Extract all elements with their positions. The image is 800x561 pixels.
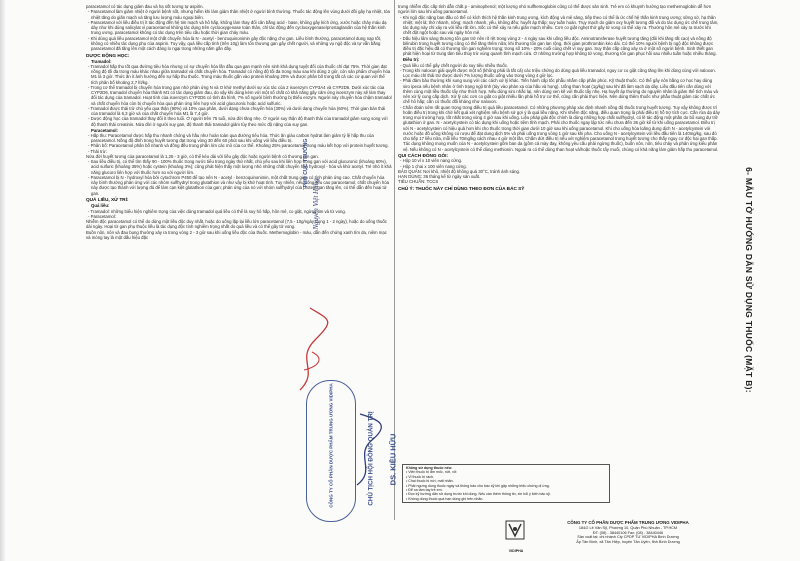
bullet-paragraph: - Hộp 1 chai x 100 viên nang cứng. [400, 163, 467, 169]
bullet-paragraph: - Tramadol: những biểu hiện nghiêm trọng của việc dùng tramadol quá liều có thể là suy hô hấp, hôn mê, co giật, ngừng tim và tử vong. [88, 208, 347, 214]
logo-caption: VIDIPHA [508, 549, 524, 553]
deputy-director-stamp [296, 120, 318, 270]
paragraph: BẢO QUẢN: Nơi khô, nhiệt độ không quá 30°C, tránh ánh sáng. [398, 168, 521, 174]
right-text-column [398, 4, 720, 191]
bullet-paragraph: - Khi ngộ độc nặng ban đầu có thể có kích thích hệ thần kinh trung ương, kích động và mê sảng, tiếp theo có thể là ức chế hệ thần kinh trung ương; sững sờ, hạ thân nhiệt; mệt lả; thở nhanh, nông; mạch nhanh, yếu, không đều; huyết áp thấp; suy tuần hoàn. Trụy mạch do giảm oxy huyết tương đối và do tác dụng ức chế trung tâm, tác dụng này chỉ xảy ra với liều rất lớn. Sốc có thể xảy ra nếu giãn mạch nhiều. Cơn co giật nghẹt thở gây tử vong có thể xảy ra. Thường hôn mê xảy ra trước khi chết đột ngột hoặc sau vài ngày hôn mê. [400, 14, 719, 36]
warning-box [402, 464, 610, 503]
bullet-paragraph: - Sau liều điều trị, có thể tìm thấy 90 - 100% thuốc trong nước tiểu trong ngày thứ nhất, chủ yếu sau khi liên hợp trong gan với acid glucuronic (khoảng 60%), acid sulfuric (khoảng 35%) hoặc cystein (khoảng 3%); cũng phát hiện thấy một lượng nhỏ những chất chuyển hóa hydroxyl - hóa và khử acetyl. Trẻ nhỏ ít khả năng glucuro liên hợp với thuốc hơn so với người lớn. [88, 159, 392, 175]
bullet-paragraph: - Tramadol hấp thu tốt qua đường tiêu hóa nhưng có sự chuyển hóa lần đầu qua gan mạnh nên sinh khả dụng tuyệt đối của thuốc chỉ đạt 75%. Thời gian đạt nồng độ tối đa trong máu khác nhau giữa tramadol và chất chuyển hóa. Tramadol có nồng độ tối đa trong máu sau khi dùng 2 giờ, còn sản phẩm chuyển hóa M1 là 3 giờ. Thức ăn ít ảnh hưởng đến sự hấp thu thuốc. Trong máu thuốc gắn vào protein khoảng 20% và được phân bố trong tất cả các cơ quan với thể tích phân bố khoảng 2,7 lít/kg. [88, 63, 391, 85]
warning-item: • Vỉ thuốc bị rách. [406, 474, 435, 479]
paragraph: HẠN DÙNG: 36 tháng kể từ ngày sản xuất. [398, 174, 481, 180]
paragraph: Nửa đời huyết tương của paracetamol là 1,25 - 3 giờ, có thể kéo dài với liều gây độc hoặc người bệnh có thương tổn gan. [86, 153, 319, 159]
company-name: CÔNG TY CỔ PHẦN DƯỢC PHẨM TRUNG ƯƠNG VIDIPHA [567, 520, 689, 525]
bullet-paragraph: - Trong cơ thể tramadol bị chuyển hóa trong gan nhờ phản ứng N và O khử methyl dưới sự xúc tác của 2 isoenzym CYP3A4 và CYP2D6. Dưới xúc tác của CYP2D6, tramadol chuyển hóa thành M1 có tác dụng giảm đau, do vậy khi dùng kèm với một số chất có khả năng gây cảm ứng isoenzym này sẽ làm thay đổi tác dụng của tramadol. Hoạt tính của isoenzym CYP2D6 có tính đa hình, 7% số người bình thường bị thiếu enzym. Người này chuyển hóa chậm tramadol và chất chuyển hóa còn bị chuyển hóa qua phản ứng liên hợp với acid glucuronic hoặc acid sulfuric. [88, 84, 392, 106]
warning-item: • Chai thuốc bị nứt, mất nhãn. [406, 479, 454, 484]
section-heading: QUÁ LIỀU, XỬ TRÍ: [86, 197, 129, 203]
warning-item: • Không dùng thuốc quá hạn dùng ghi trên nhãn. [406, 496, 484, 501]
company-address: 184/2 Lê Văn Sỹ, Phường 10, Quận Phú Nhuận - TP.HCM [578, 525, 678, 530]
warning-item: • Đọc kỹ hướng dẫn sử dụng trước khi dùng. Nếu cần thêm thông tin, xin hỏi ý kiến bác sỹ. [406, 492, 551, 497]
company-info [528, 521, 728, 545]
bullet-paragraph: - Hấp thu: Paracetamol được hấp thu nhanh chóng và hầu như hoàn toàn qua đường tiêu hóa. Thức ăn giàu carbon hydrat làm giảm tỷ lệ hấp thu của paracetamol. Nồng độ đỉnh trong huyết tương đạt trong vòng 30 đến 60 phút sau khi uống với liều điều trị. [88, 132, 374, 144]
warning-item: • Để xa tầm tay trẻ em. [406, 488, 443, 493]
warning-item: • Phải ngưng dùng thuốc ngay và thông báo cho bác sỹ khi gặp những triệu chứng dị ứng. [406, 483, 550, 488]
subsection-heading: Điều trị: [403, 57, 420, 63]
company-factory-line-1: Sản xuất tại: chi nhánh Cty CPDP TƯ VIDIPHA Bình Dương [577, 535, 679, 540]
warning-item: • Viên thuốc bị ẩm mốc, nứt, vỡ. [406, 470, 458, 475]
warning-box-items [406, 470, 606, 501]
vidipha-logo-icon [505, 520, 525, 548]
company-director-name: DS. KIỀU HỮU [388, 433, 398, 486]
warning-box-title: Không sử dụng thuốc nếu: [406, 466, 453, 470]
bullet-paragraph: - Dược động học của tramadol thay đổi ít theo tuổi. Ở người trên 75 tuổi, nửa đời tăng nhẹ. Ở người suy thận độ thanh thải của tramadol giảm song song với độ thanh thải creatinin. Nửa đời ở người suy gan, độ thanh thải tramadol giảm tùy theo mức độ nặng của suy gan. [88, 116, 388, 127]
paragraph: TIÊU CHUẨN: TCCS [398, 179, 439, 185]
scan-edge-shadow [0, 0, 6, 561]
subsection-heading: Paracetamol: [91, 127, 118, 133]
blue-signature-mark [352, 410, 382, 490]
section-heading: DƯỢC ĐỘNG HỌC: [86, 52, 130, 58]
side-title-text: 6- MẪU TỜ HƯỚNG DẪN SỬ DỤNG THUỐC (MẶT B): [744, 167, 754, 393]
bullet-paragraph: - Phải đảm bảo thường khí sung sung với các cách xử lý khác. Tiến hành cấp tốc phẫu nhẫm cấp phần phúc. Kỹ thuật thuốc. Có thể gây nôn bằng cơ học hay dùng siro ipeca nếu bệnh nhân ở tình trạng ngộ tỉnh (tùy vào phản xạ của hầu và họng). Uống than hoạt (1g/kg) sau khi đã làm sạch dạ dày. Liều đầu tiên cần dùng với thêm cùng một liều thuốc tẩy như thích hợp. Nếu dùng siro nhắc lại, nên dùng xen kẽ với thuốc tẩy nhẹ. Hạ huyết áp thường do nguyên nhân là giảm thể tích máu và nên xử lý cung cấp dịch. Xử lý các cơn co giật co giật nhiều lần phải hỗ trợ cơ thể, cũng cần phải thực hiện. Nên dùng thêm thuốc như phẫu thuật giảm các chất ức chế hô hấp; cần có thuốc đối kháng như naloxon. [400, 78, 718, 105]
bullet-paragraph: - Trong khi naloxon giải quyết được một số (không phải là tất cả) các triệu chứng do dùng quá liều tramadol, nguy cơ co giật cũng tăng lên khi dùng cùng với naloxon. Lọc máu chỉ thải trừ được dưới 7% lượng thuốc uống vào trong vòng 4 giờ lọc. [400, 67, 716, 79]
subsection-heading: Quá liều: [91, 203, 110, 209]
company-director-title: CHỦ TỊCH HỘI ĐỒNG QUẢN TRỊ [367, 411, 375, 506]
bullet-paragraph: - Thải trừ: [88, 148, 107, 154]
company-stamp-ring-text: CÔNG TY CỔ PHẦN DƯỢC PHẨM TRUNG ƯƠNG VIDIPHA [328, 383, 334, 508]
bullet-paragraph: - Dấu hiệu lâm sàng thương tổn gan trở nên rõ rệt trong vòng 2 - 4 ngày sau khi uống liều độc. Aminotransferase huyết tương tăng (đôi khi tăng rất cao) và nồng độ bilirubin trong huyết tương cũng có thể tăng thêm nữa; khi thương tổn gan lan rộng, thời gian prothrombin kéo dài. Có thể 10% người bệnh bị ngộ độc không được điều trị đặc hiệu đã có thương tổn gan nghiêm trọng; trong số 10% - 20% cuối cùng chết vì suy gan. Suy thận cấp cũng xảy ra ở một số người bệnh. Sinh thiết gan phát hiện hoại tử trung tâm tiểu thùy trừ vùng quanh tĩnh mạch cửa. Ở những trường hợp không tử vong, thương tổn gan phục hồi sau nhiều tuần hoặc nhiều tháng. [400, 35, 717, 57]
bullet-paragraph: - Khi dùng quá liều paracetamol một chất chuyển hóa là N - acetyl - benzoquinonimin gây độc nặng cho gan. Liều bình thường, paracetamol dung nạp tốt, không có nhiều tác dụng phụ của aspirin. Tuy vậy, quá liều cấp tính (trên 10g) làm tổn thương gan gây chết người, và những vụ ngộ độc và tự vẫn bằng paracetamol đã tăng lên một cách đáng lo ngại trong những năm gần đây. [88, 35, 382, 51]
bullet-paragraph: - Phân bố: Paracetamol phân bố nhanh và đồng đều trong phần lớn các mô của cơ thể. Khoảng 25% paracetamol trong máu kết hợp với protein huyết tương. [88, 143, 389, 149]
deputy-director-label: PHÓ CỤC TRƯỞNG [303, 138, 309, 188]
bullet-paragraph: - Hộp 10 vỉ x 10 viên nang cứng. [400, 158, 463, 164]
bullet-paragraph: - Chẩn đoán sớm rất quan trọng trong điều trị quá liều paracetamol. Có những phương pháp xác định nhanh nồng độ thuốc trong huyết tương. Tuy vậy không được trì hoãn điều trị trong khi chờ kết quả xét nghiệm nếu bệnh sử gợi ý là quá liều nặng. Khi nhiễm độc nặng, điều quan trọng là phải điều trị hỗ trợ tích cực. Cần rửa dạ dày trong mọi trường hợp, tốt nhất trong vòng 4 giờ sau khi uống. Liệu pháp giải độc chính là dùng những hợp chất sulfhydryl, có lẽ tác động một phần do bổ sung dự trữ glutathion ở gan. N - acetylcystein có tác dụng khi uống hoặc tiêm tĩnh mạch. Phải cho thuốc ngay lập tức nếu chưa đến 36 giờ kể từ khi uống paracetamol. Điều trị với N - acetylcystein có hiệu quả hơn khi cho thuốc trong thời gian dưới 10 giờ sau khi uống paracetamol. Khi cho uống hòa loãng dung dịch N - acetylcystein với nước hoặc đồ uống không có rượu để đạt dung dịch 5% và phải uống trong vòng 1 giờ sau khi pha. Cho uống N - acetylcystein với liều đầu tiên là 140mg/kg, sau đó cho tiếp 17 liều nữa, mỗi liều 70mg/kg cách nhau 4 giờ một lần. Chấm dứt điều trị nếu xét nghiệm paracetamol trong huyết tương cho thấy nguy cơ độc hại gan thấp. Tác dụng không mong muốn của N - acetylcystein gồm ban da (gồm cả mày đay, không yêu cầu phải ngừng thuốc), buồn nôn, nôn, tiêu chảy và phản ứng kiểu phản vệ. Nếu không có N - acetylcystein có thể dùng methionin. Ngoài ra có thể dùng than hoạt và/hoặc thuốc tẩy muối, chúng có khả năng làm giảm hấp thu paracetamol. [400, 104, 720, 152]
bullet-paragraph: - Paracetamol với liều điều trị ít tác động đến hệ tim mạch và hô hấp, không làm thay đổi cân bằng acid - base, không gây kích ứng, xước hoặc chảy máu dạ dày như khi dùng salicylat vì paracetamol không tác dụng trên cyclooxygenase toàn thân, chỉ tác động đến cyclooxygenase/prostaglandin của hệ thần kinh trung ương. paracetamol không có tác dụng trên tiểu cầu hoặc thời gian chảy máu. [88, 19, 387, 36]
company-phone: ĐT: (08) - 38440106 Fax: (08) - 38440446 [592, 530, 664, 535]
paragraph: trưng nhiễm độc cấp tính dẫn chất p - aminophenol; một lượng nhỏ sulfhemoglobin cũng có thể được sản sinh. Trẻ em có khuynh hướng tạo methemoglobin dễ hơn người lớn sau khi uống paracetamol. [398, 4, 712, 15]
section-heading: QUI CÁCH ĐÓNG GÓI: [398, 153, 448, 159]
company-round-stamp [306, 380, 356, 522]
left-text-column [86, 4, 392, 240]
bullet-paragraph: - Paracetamol bị N - hydroxyl hóa bởi cytochrom P450 để tạo nên N - acetyl - benzoquinonimin, một chất trung gian có tính phản ứng cao. Chất chuyển hóa này bình thường phản ứng với các nhóm sulfhydryl trong glutathion và như vậy bị khử hoạt tính. Tuy nhiên, nếu uống liều cao paracetamol, chất chuyển hóa này được tạo thành với lượng đủ để làm cạn kiệt glutathion của gan; phản ứng của nó với nhóm sulfhydryl của protein gan tăng lên, có thể dẫn đến hoại tử gan. [88, 174, 390, 196]
bullet-paragraph: - Quá liều có thể gây chết người do suy tiêu nhiều thuốc. [400, 62, 509, 68]
section-heading: CHÚ Ý: THUỐC NÀY CHỈ DÙNG THEO ĐƠN CỦA BÁC SỸ [398, 186, 525, 192]
bullet-paragraph: - Paracetamol: [88, 213, 116, 219]
bullet-paragraph: - Tramadol được thải trừ chủ yếu qua thận (90%) và 10% qua phân, dưới dạng chưa chuyển hóa (30%) và dưới dạng chuyển hóa (60%). Thời gian bán thải của tramadol là 6,3 giờ và của chất chuyển hóa M1 là 7,4 giờ. [88, 105, 386, 117]
paragraph: Buồn nôn, nôn và đau bụng thường xảy ra trong vòng 2 - 3 giờ sau khi uống liều độc của thuốc. Methemoglobin - máu, dẫn đến chứng xanh tím da, niêm mạc và móng tay là một dấu hiệu đặc [86, 229, 387, 240]
deputy-director-signature: Nguyễn Việt Hùng [312, 178, 320, 230]
company-factory-line-2: Ấp Tân Bình, xã Tân Hiệp, huyện Tân Uyên, tỉnh Bình Dương [576, 540, 680, 545]
side-title [742, 90, 756, 470]
subsection-heading: Tramadol: [91, 58, 112, 64]
paragraph: paracetamol có tác dụng giảm đau và hạ sốt tương tự aspirin. [86, 4, 204, 9]
bullet-paragraph: - Paracetamol làm giảm nhiệt ở người bệnh sốt, nhưng hiếm khi làm giảm thân nhiệt ở người bình thường. Thuốc tác động lên vùng dưới đồi gây hạ nhiệt, tỏa nhiệt tăng do giãn mạch và tăng lưu lượng máu ngoại biên. [88, 9, 390, 20]
paragraph: Nhiễm độc paracetamol có thể do dùng một liều độc duy nhất, hoặc do uống lặp lại liều lớn paracetamol (7,5 - 10g/ngày trong 1 - 2 ngày), hoặc do uống thuốc dài ngày. Hoại tử gan phụ thuộc liều là tác dụng độc tính nghiêm trọng nhất do quá liều và có thể gây tử vong. [86, 219, 387, 230]
